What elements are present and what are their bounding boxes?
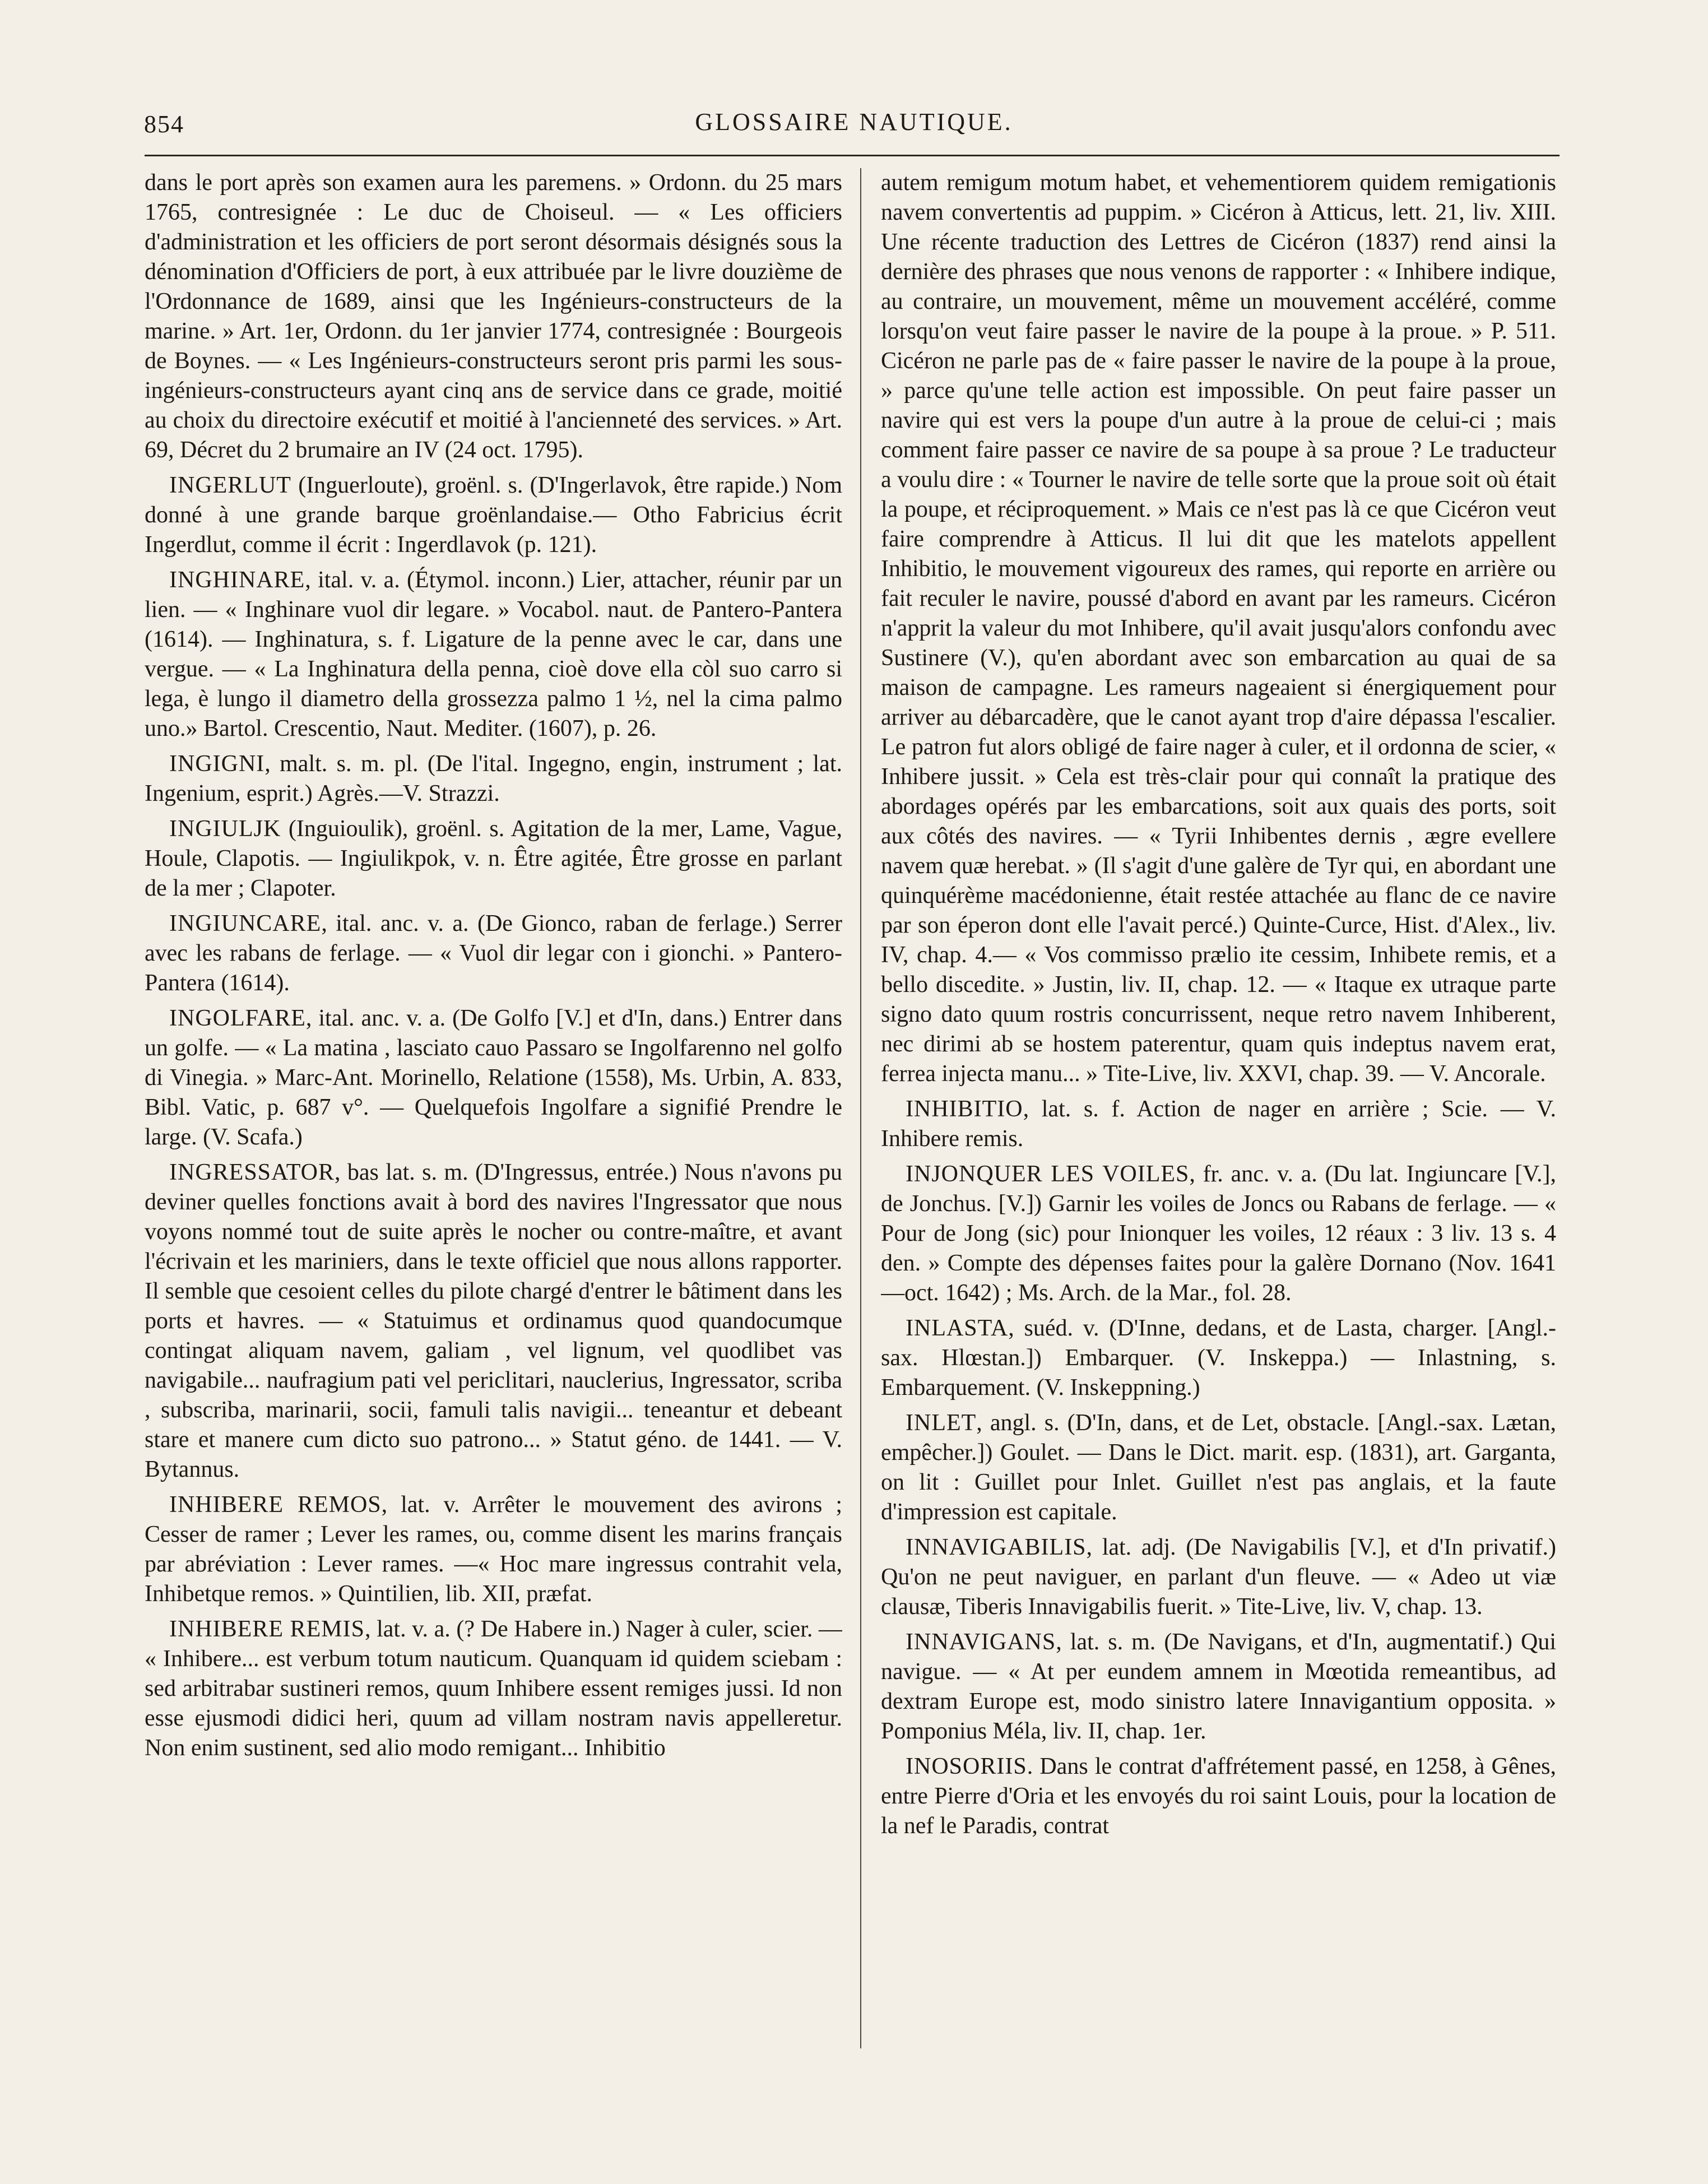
glossary-entry — [881, 1533, 1556, 1622]
entry-headword: INGERLUT — [169, 472, 291, 498]
entry-text: , angl. s. (D'In, dans, et de Let, obstacle. [Angl.-sax. Lætan, empêcher.]) Goulet. — Dans le Dict. marit. esp. (1831), art. Garganta, on lit : Guillet pour Inlet. Guillet n'est pas anglais, et la faute d'impression est capitale. — [881, 1410, 1556, 1525]
entry-headword: INGIULJK — [169, 816, 281, 842]
entry-headword: INHIBITIO — [906, 1096, 1023, 1122]
entry-headword: INHIBERE REMIS — [169, 1616, 365, 1642]
glossary-entry — [145, 814, 842, 903]
entry-headword: INOSORIIS — [906, 1754, 1027, 1779]
entry-text: , lat. v. Arrêter le mouvement des avirons ; Cesser de ramer ; Lever les rames, ou, comme disent les marins français par abréviation : Lever rames. —« Hoc mare ingressus contrahit vela, Inhibetque remos. » Quintilien, lib. XII, præfat. — [145, 1492, 842, 1607]
glossary-entry — [881, 1314, 1556, 1403]
glossary-entry — [881, 1160, 1556, 1308]
glossary-entry — [881, 1752, 1556, 1841]
entry-text: , lat. s. f. Action de nager en arrière ; Scie. — V. Inhibere remis. — [881, 1096, 1556, 1152]
glossary-entry — [145, 749, 842, 809]
entry-headword: INHIBERE REMOS — [169, 1492, 382, 1518]
column-divider — [860, 168, 861, 2048]
glossary-entry — [881, 1408, 1556, 1527]
entry-text: , ital. anc. v. a. (De Golfo [V.] et d'In, dans.) Entrer dans un golfe. — « La matina , lasciato cauo Passaro se Ingolfarenno nel golfo di Vinegia. » Marc-Ant. Morinello, Relatione (1558), Ms. Urbin, A. 833, Bibl. Vatic, p. 687 v°. — Quelquefois Ingolfare a signifié Prendre le large. (V. Scafa.) — [145, 1005, 842, 1150]
entry-text: , ital. v. a. (Étymol. inconn.) Lier, attacher, réunir par un lien. — « Inghinare vuol dir legare. » Vocabol. naut. de Pantero-Pantera (1614). — Inghinatura, s. f. Ligature de la penne avec le car, dans une vergue. — « La Inghinatura della penna, cioè dove ella còl suo carro si lega, è lungo il diametro della grossezza palmo 1 ½, nel la cima palmo uno.» Bartol. Crescentio, Naut. Mediter. (1607), p. 26. — [145, 567, 842, 741]
glossary-entry — [145, 1490, 842, 1609]
entry-headword: INGIUNCARE — [169, 911, 322, 936]
entry-headword: INGHINARE — [169, 567, 305, 593]
right-column — [881, 168, 1556, 2051]
entry-headword: INGOLFARE — [169, 1005, 306, 1031]
entry-headword: INNAVIGABILIS — [906, 1534, 1087, 1560]
entry-text: , ital. anc. v. a. (De Gionco, raban de ferlage.) Serrer avec les rabans de ferlage. — « Vuol dir legar con i gionchi. » Pantero-Pantera (1614). — [145, 911, 842, 996]
glossary-entry — [145, 1158, 842, 1485]
header-rule — [145, 155, 1560, 156]
entry-text: , bas lat. s. m. (D'Ingressus, entrée.) Nous n'avons pu deviner quelles fonctions avait à bord des navires l'Ingressator que nous voyons nommé tout de suite après le nocher ou contre-maître, et avant l'écrivain et les mariniers, dans le texte officiel que nous allons rapporter. Il semble que cesoient celles du pilote chargé d'entrer le bâtiment dans les ports et havres. — « Statuimus et ordinamus quod quandocumque contingat aliquam navem, galiam , vel lignum, vel quodlibet vas navigabile... naufragium pati vel periclitari, nauclerius, Ingressator, scriba , subscriba, marinarii, socii, famuli talis navigii... teneantur et debeant stare et manere cum dicto suo patrono... » Statut géno. de 1441. — V. Bytannus. — [145, 1160, 842, 1482]
continued-text — [881, 168, 1556, 1089]
entry-text: , lat. adj. (De Navigabilis [V.], et d'In privatif.) Qu'on ne peut naviguer, en parlant d'un fleuve. — « Adeo ut viæ clausæ, Tiberis Innavigabilis fuerit. » Tite-Live, liv. V, chap. 13. — [881, 1534, 1556, 1620]
entry-text: dans le port après son examen aura les paremens. » Ordonn. du 25 mars 1765, contresignée : Le duc de Choiseul. — « Les officiers d'administration et les officiers de port seront désormais désignés sous la dénomination d'Officiers de port, à eux attribuée par le livre douzième de l'Ordonnance de 1689, ainsi que les Ingénieurs-constructeurs de la marine. » Art. 1er, Ordonn. du 1er janvier 1774, contresignée : Bourgeois de Boynes. — « Les Ingénieurs-constructeurs seront pris parmi les sous-ingénieurs-constructeurs ayant cinq ans de service dans ce grade, moitié au choix du directoire exécutif et moitié à l'ancienneté des services. » Art. 69, Décret du 2 brumaire an IV (24 oct. 1795). — [145, 170, 842, 463]
glossary-entry — [145, 1004, 842, 1152]
entry-headword: INLASTA — [906, 1315, 1009, 1341]
glossary-entry — [145, 1615, 842, 1763]
continued-text — [145, 168, 842, 465]
glossary-entry — [145, 909, 842, 998]
entry-text: (Inguioulik), groënl. s. Agitation de la mer, Lame, Vague, Houle, Clapotis. — Ingiulikpok, v. n. Être agitée, Être grosse en parlant de la mer ; Clapoter. — [145, 816, 842, 901]
entry-text: , malt. s. m. pl. (De l'ital. Ingegno, engin, instrument ; lat. Ingenium, esprit.) Agrès.—V. Strazzi. — [145, 751, 842, 806]
entry-text: , fr. anc. v. a. (Du lat. Ingiuncare [V.], de Jonchus. [V.]) Garnir les voiles de Joncs ou Rabans de ferlage. — « Pour de Jong (sic) pour Inionquer les voiles, 12 réaux : 3 liv. 13 s. 4 den. » Compte des dépenses faites pour la galère Dornano (Nov. 1641—oct. 1642) ; Ms. Arch. de la Mar., fol. 28. — [881, 1161, 1556, 1306]
entry-headword: INNAVIGANS — [906, 1629, 1056, 1655]
entry-text: , lat. v. a. (? De Habere in.) Nager à culer, scier. — « Inhibere... est verbum totum nauticum. Quanquam id quidem sciebam : sed arbitrabar sustineri remos, quum Inhibere essent remiges jussi. Id non esse ejusmodi didici heri, quum ad villam nostram navis appelleretur. Non enim sustinent, sed alio modo remigant... Inhibitio — [145, 1616, 842, 1761]
entry-headword: INGRESSATOR — [169, 1160, 335, 1185]
left-column — [145, 168, 842, 2051]
entry-text: (Inguerloute), groënl. s. (D'Ingerlavok, être rapide.) Nom donné à une grande barque groënlandaise.— Otho Fabricius écrit Ingerdlut, comme il écrit : Ingerdlavok (p. 121). — [145, 472, 842, 558]
entry-headword: INLET — [906, 1410, 977, 1436]
entry-text: . Dans le contrat d'affrétement passé, en 1258, à Gênes, entre Pierre d'Oria et les envoyés du roi saint Louis, pour la location de la nef le Paradis, contrat — [881, 1754, 1556, 1839]
glossary-entry — [145, 565, 842, 744]
glossary-entry — [145, 471, 842, 560]
entry-text: autem remigum motum habet, et vehementiorem quidem remigationis navem convertentis ad puppim. » Cicéron à Atticus, lett. 21, liv. XIII. Une récente traduction des Lettres de Cicéron (1837) rend ainsi la dernière des phrases que nous venons de rapporter : « Inhibere indique, au contraire, un mouvement, même un mouvement accéléré, comme lorsqu'on veut faire passer le navire de la poupe à la proue. » P. 511. Cicéron ne parle pas de « faire passer le navire de la poupe à la proue, » parce qu'une telle action est impossible. On peut faire passer un navire qui est vers la poupe d'un autre à la proue de celui-ci ; mais comment faire passer ce navire de sa poupe à sa proue ? Le traducteur a voulu dire : « Tourner le navire de telle sorte que la proue soit où était la poupe, et réciproquement. » Mais ce n'est pas là ce que Cicéron veut faire comprendre à Atticus. Il lui dit que les matelots appellent Inhibitio, le mouvement vigoureux des rames, qui reporte en arrière ou fait reculer le navire, poussé d'abord en avant par les rameurs. Cicéron n'apprit la valeur du mot Inhibere, qu'il avait jusqu'alors confondu avec Sustinere (V.), qu'en abordant avec son embarcation au quai de sa maison de campagne. Les rameurs nageaient si énergiquement pour arriver au débarcadère, que le canot ayant trop d'aire dépassa l'escalier. Le patron fut alors obligé de faire nager à culer, et il ordonna de scier, « Inhibere jussit. » Cela est très-clair pour qui connaît la pratique des abordages opérés par les embarcations, soit aux quais des ports, soit aux côtés des navires. — « Tyrii Inhibentes dernis , ægre evellere navem quæ herebat. » (Il s'agit d'une galère de Tyr qui, en abordant une quinquérème macédonienne, était restée attachée au flanc de ce navire par son éperon dont elle l'avait percé.) Quinte-Curce, Hist. d'Alex., liv. IV, chap. 4.— « Vos commisso prælio ite cessim, Inhibete remis, et a bello discedite. » Justin, liv. II, chap. 12. — « Itaque ex utraque parte signo dato quum rostris concurrissent, neque retro navem Inhiberent, nec dirimi ab se hostem paterentur, quam quis indeptus navem erat, ferrea injecta manu... » Tite-Live, liv. XXVI, chap. 39. — V. Ancorale. — [881, 170, 1556, 1087]
entry-headword: INJONQUER LES VOILES — [906, 1161, 1190, 1187]
page-number: 854 — [144, 110, 184, 138]
entry-headword: INGIGNI — [169, 751, 265, 777]
glossary-entry — [881, 1627, 1556, 1746]
entry-text: , suéd. v. (D'Inne, dedans, et de Lasta, charger. [Angl.-sax. Hlœstan.]) Embarquer. (V. Inskeppa.) — Inlastning, s. Embarquement. (V. Inskeppning.) — [881, 1315, 1556, 1401]
glossary-entry — [881, 1095, 1556, 1154]
entry-text: , lat. s. m. (De Navigans, et d'In, augmentatif.) Qui navigue. — « At per eundem amnem in Mœotida remeantibus, ad dextram Europe est, modo sinistro latere Innavigantium opposita. » Pomponius Méla, liv. II, chap. 1er. — [881, 1629, 1556, 1744]
running-head: GLOSSAIRE NAUTIQUE. — [695, 108, 1013, 136]
